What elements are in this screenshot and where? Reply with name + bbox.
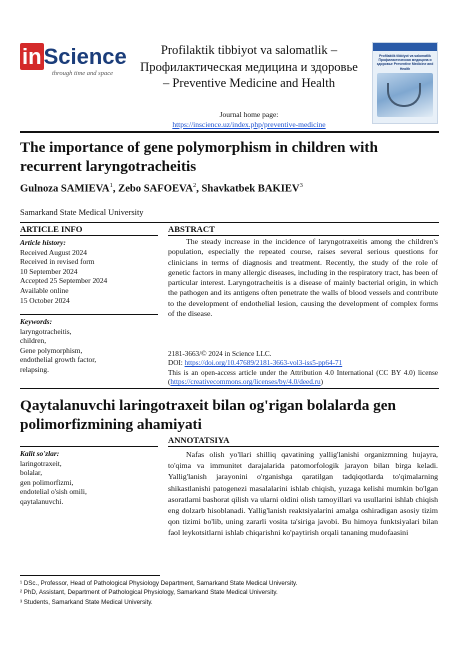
keywords-box: Keywords: laryngotracheitis, children, Gene polymorphism, endothelial growth factor, relapsing.: [20, 317, 158, 375]
publisher-logo: [20, 44, 127, 84]
logo-science: Science: [43, 44, 127, 69]
license-text: This is an open-access article under the Attribution 4.0 International (CC BY 4.0) license (: [168, 368, 438, 387]
affiliation: Samarkand State Medical University: [20, 208, 144, 217]
author-list: Gulnoza SAMIEVA$^1$, Zebo SAFOEVA$^2$, Shavkatbek BAKIEV$^3$: [20, 182, 303, 195]
journal-title: Profilaktik tibbiyot va salomatlik – Профилактическая медицина и здоровье – Preventive Medicine and Health: [140, 43, 358, 90]
doi-label: DOI:: [168, 359, 185, 368]
article-info-heading: ARTICLE INFO: [20, 224, 83, 234]
home-page-link[interactable]: https://inscience.uz/index.php/preventive-medicine: [172, 120, 326, 129]
logo-in: in: [22, 44, 42, 69]
journal-home: [140, 110, 358, 130]
cover-title: Profilaktik tibbiyot va salomatlik Профилактическая медицина и здоровье Preventive Medicine and Health: [376, 54, 434, 71]
section-divider: [20, 388, 439, 389]
author-name: Zebo SAFOEVA: [118, 183, 193, 195]
article-info-rule: [20, 235, 158, 236]
uz-keywords-rule: [20, 446, 158, 447]
issn-line: 2181-3663/© 2024 in Science LLC.: [168, 350, 272, 358]
paper-title: The importance of gene polymorphism in children with recurrent laryngotracheitis: [20, 139, 378, 175]
annotatsiya-body: [168, 449, 438, 539]
footnote-2: ² PhD, Assistant, Department of Pathological Physiology, Samarkand State Medical University.: [20, 589, 278, 597]
publication-meta: 2181-3663/© 2024 in Science LLC. DOI: https://doi.org/10.47689/2181-3663-vol3-iss5-pp64-71 This is an open-access article under the Attribution 4.0 International (CC BY 4.0) license (https://creativecommons.org/licenses/by/4.0/deed.ru): [168, 350, 438, 387]
uz-keywords-label: Kalit so'zlar:: [20, 449, 60, 458]
abstract-heading: ABSTRACT: [168, 224, 215, 234]
uz-keywords-box: Kalit so'zlar: laringotraxeit, bolalar, gen polimorfizmi, endotelial o'sish omili, qaytalanuvchi.: [20, 449, 158, 507]
footnotes: [20, 579, 440, 607]
abstract-body: [168, 237, 438, 319]
footnote-1: ¹ DSc., Professor, Head of Pathological Physiology Department, Samarkand State Medical University.: [20, 580, 298, 587]
author-name: Gulnoza SAMIEVA: [20, 183, 110, 195]
history-label: Article history:: [20, 238, 66, 247]
affiliation-divider: [20, 222, 439, 223]
abstract-paragraph: The steady increase in the incidence of laryngotraxeitis among the children's population, especially the repeated course, raises several serious questions for clinicians in terms of diagnosis and treatment. Recently, the study of the role of genetic factors in many allergic diseases, including in the respiratory tract, has been of particular interest. Laryngotracheitis is a disease of mainly bacterial origin, in which the pathogen and its antigens often penetrate the walls of blood vessels and contribute to the development of endothelial lesion, causing the development of complex forms of the disease.: [168, 237, 438, 319]
annotatsiya-rule: [168, 446, 439, 447]
footnote-3: ³ Students, Samarkand State Medical University.: [20, 598, 153, 606]
doi-link[interactable]: https://doi.org/10.47689/2181-3663-vol3-iss5-pp64-71: [184, 359, 343, 368]
journal-cover-image: [372, 42, 438, 124]
history-divider: [20, 314, 158, 315]
home-page-label: Journal home page:: [219, 110, 279, 119]
footnote-rule: [20, 575, 160, 576]
header-divider: [20, 131, 439, 133]
annotatsiya-paragraph: Nafas olish yo'llari shilliq qavatining yallig'lanishi organizmning hujayra, to'qima va immunitet darajalarida patomorfologik jarayon bilan birga keladi. Yallig'lanish jarayonini o'rganishga qaratilgan tadqiqotlarda to'qimalarning shikastlanishi patogenezi masalalarini ishlab chiqish, yuzaga kelishi mumkin bo'lgan asoratlarni bashorat qilish va ularni oldini olish tamoyillari va usullarini ishlab chiqish eng dolzarb hisoblanadi. Yallig'lanish reaktsiyalarini amalga oshiradigan asosiy tizim qon tizimi bo'lib, uning zararli vosita ta'siriga javobi. Bu himoya funktsiyalari bilan faol leykotsitlarni ishlab chiqarishni ko'paytirish orqali tananing mudofaasini: [168, 450, 438, 538]
logo-tagline: through time and space: [52, 70, 113, 77]
abstract-rule: [168, 235, 439, 236]
license-link[interactable]: https://creativecommons.org/licenses/by/4.0/deed.ru: [170, 378, 321, 387]
annotatsiya-heading: ANNOTATSIYA: [168, 435, 230, 445]
uz-paper-title: Qaytalanuvchi laringotraxeit bilan og'rigan bolalarda gen polimorfizmining ahamiyati: [20, 397, 396, 433]
keywords-label: Keywords:: [20, 317, 53, 326]
article-history: Article history: Received August 2024 Received in revised form 10 September 2024 Accepted 25 September 2024 Available online 15 October 2024: [20, 238, 158, 305]
author-name: Shavkatbek BAKIEV: [201, 183, 300, 195]
